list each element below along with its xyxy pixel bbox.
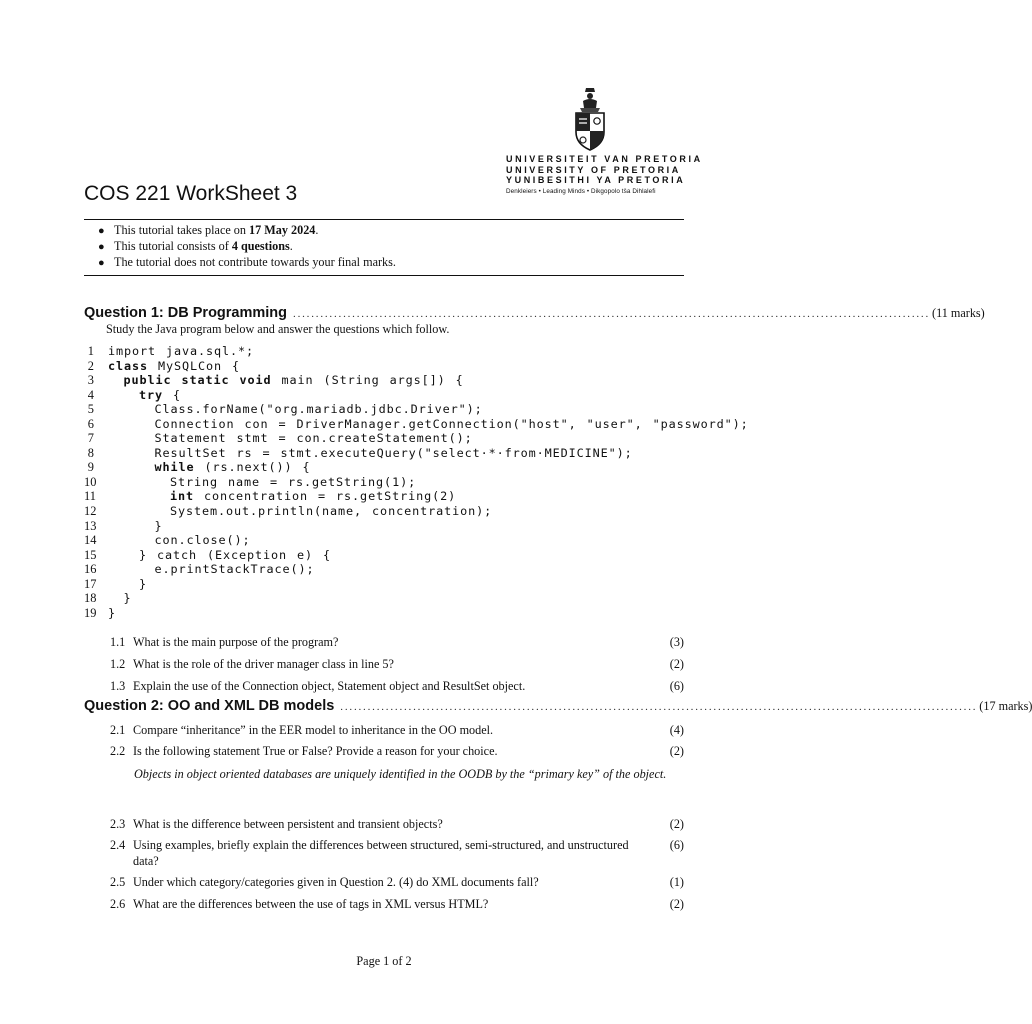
code-line-number: 17	[84, 576, 97, 591]
code-text: (rs.next()) {	[194, 460, 311, 475]
code-text: }	[123, 591, 132, 606]
code-line	[84, 533, 724, 548]
code-keyword: try	[139, 387, 164, 402]
code-line-text	[94, 388, 181, 403]
subquestion-number: 2.6	[110, 897, 126, 911]
code-keyword: while	[154, 460, 195, 475]
info-date-value: 17 May 2024	[249, 223, 316, 237]
code-line	[84, 577, 724, 592]
code-text: } catch (Exception e) {	[139, 547, 332, 562]
code-line	[84, 431, 724, 446]
code-line-text	[94, 359, 240, 374]
subquestion-marks: (4)	[669, 723, 684, 737]
code-line	[84, 416, 749, 432]
code-line-number: 8	[87, 445, 94, 460]
code-line-number: 4	[87, 387, 94, 402]
code-line-number: 16	[84, 562, 97, 577]
subquestion-text: Explain the use of the Connection object, Statement object and ResultSet object.	[133, 679, 526, 693]
subquestion-text: Under which category/categories given in Question 2. (4) do XML documents fall?	[133, 875, 539, 889]
code-line	[84, 489, 724, 504]
subquestion-number: 1.2	[110, 657, 126, 671]
subquestion-text: Using examples, briefly explain the differences between structured, semi-structured, and unstructured data?	[133, 838, 629, 868]
info-questions-prefix: This tutorial consists of	[114, 239, 232, 253]
code-line-number: 3	[87, 373, 94, 388]
code-line	[84, 475, 724, 490]
code-line-text	[94, 533, 251, 548]
code-line-number: 9	[87, 460, 94, 475]
code-text: import java.sql.*;	[108, 344, 255, 358]
code-line-text	[94, 548, 331, 563]
true-false-statement: Objects in object oriented databases are uniquely identified in the OODB by the “primary key” of the object.	[134, 767, 667, 781]
info-bullet-date	[98, 222, 684, 238]
info-marks-text: The tutorial does not contribute towards your final marks.	[114, 255, 396, 269]
code-text: MySQLCon {	[148, 358, 241, 373]
code-line-number: 19	[84, 605, 97, 620]
code-line-text	[94, 504, 492, 519]
code-text: System.out.println(name, concentration);	[170, 504, 493, 519]
bottom-divider	[84, 275, 684, 276]
subquestion-text: What are the differences between the use of tags in XML versus HTML?	[133, 897, 489, 911]
code-line-number: 1	[87, 344, 94, 358]
code-keyword: public static void	[123, 373, 272, 388]
subquestion-marks: (1)	[669, 875, 684, 889]
code-line-number: 12	[84, 504, 97, 519]
subquestion-text: What is the role of the driver manager class in line 5?	[133, 657, 394, 671]
subquestion-marks: (2)	[669, 897, 684, 911]
bullet-dot-icon: ●	[98, 241, 105, 253]
code-text: Class.forName("org.mariadb.jdbc.Driver");	[154, 402, 483, 417]
code-line-number: 10	[84, 474, 97, 489]
info-bullet-questions	[98, 238, 684, 254]
code-line	[84, 446, 724, 461]
subquestion-number: 2.5	[110, 875, 126, 889]
code-line	[84, 388, 724, 403]
code-line-text	[94, 489, 456, 504]
code-text: main (String args[]) {	[271, 373, 464, 388]
code-keyword: class	[108, 358, 149, 373]
question-1-marks: (11 marks)	[932, 306, 985, 320]
info-questions-value: 4 questions	[231, 239, 290, 253]
code-line-number: 13	[84, 518, 97, 533]
code-text: {	[163, 387, 182, 402]
code-line-text	[94, 475, 416, 490]
subquestion-number: 1.3	[110, 679, 126, 693]
question-1-title: Question 1: DB Programming	[84, 305, 288, 321]
subquestion-2-6	[110, 897, 684, 913]
code-line-text	[94, 519, 163, 534]
question-2-header	[84, 698, 1032, 716]
code-text: e.printStackTrace();	[154, 562, 315, 577]
code-line-text	[94, 402, 483, 417]
subquestion-number: 2.1	[110, 723, 126, 737]
code-text: }	[108, 605, 117, 620]
code-line-text	[94, 446, 633, 461]
code-line-number: 2	[87, 358, 94, 373]
dot-leader: ............................................................................................................................................	[340, 701, 978, 713]
page-title: COS 221 WorkSheet 3	[84, 182, 298, 205]
subquestion-marks: (2)	[669, 744, 684, 758]
code-line-text	[94, 577, 147, 592]
code-line	[84, 504, 724, 519]
info-date-prefix: This tutorial takes place on	[114, 223, 250, 237]
subquestion-number: 2.2	[110, 744, 126, 758]
code-line	[84, 606, 724, 621]
subquestion-1-2	[110, 657, 684, 673]
code-line	[84, 548, 724, 563]
university-crest-icon	[568, 86, 612, 152]
code-text: }	[139, 576, 148, 591]
question-2-marks: (17 marks)	[979, 699, 1032, 713]
code-line-text	[94, 417, 749, 432]
code-line-text	[94, 344, 254, 359]
subquestion-marks: (6)	[669, 679, 684, 693]
dot-leader: ............................................................................................................................................	[293, 308, 931, 320]
code-line-number: 11	[84, 489, 96, 504]
code-line-text	[94, 373, 464, 388]
subquestion-text: What is the main purpose of the program?	[133, 635, 339, 649]
code-line	[84, 344, 724, 359]
question-2-title: Question 2: OO and XML DB models	[84, 698, 335, 714]
bullet-dot-icon: ●	[98, 225, 105, 237]
top-divider	[84, 219, 684, 220]
code-text: }	[154, 518, 163, 533]
subquestion-marks: (2)	[669, 657, 684, 671]
university-name-sepedi: YUNIBESITHI YA PRETORIA	[506, 175, 686, 186]
university-name-block	[506, 154, 703, 195]
subquestion-text: What is the difference between persistent and transient objects?	[133, 817, 443, 831]
tutorial-info-list	[98, 222, 684, 270]
code-text: Connection con = DriverManager.getConnection("host", "user", "password");	[154, 416, 749, 431]
info-bullet-marks	[98, 254, 684, 270]
code-line-text	[94, 562, 315, 577]
code-line	[84, 562, 724, 577]
code-listing	[84, 344, 749, 620]
page-number: Page 1 of 2	[356, 954, 412, 968]
code-line-number: 7	[87, 431, 94, 446]
question-1-header	[84, 305, 985, 323]
code-line-number: 15	[84, 547, 97, 562]
subquestion-1-1	[110, 635, 684, 651]
university-name-afrikaans: UNIVERSITEIT VAN PRETORIA	[506, 154, 703, 164]
code-line-number: 5	[87, 402, 94, 417]
subquestion-text: Is the following statement True or False? Provide a reason for your choice.	[133, 744, 498, 758]
code-line-number: 14	[84, 533, 97, 548]
subquestion-2-4	[110, 838, 684, 869]
bullet-dot-icon: ●	[98, 257, 105, 269]
subquestion-marks: (2)	[669, 817, 684, 831]
info-questions-suffix: .	[289, 239, 293, 253]
subquestion-number: 2.3	[110, 817, 126, 831]
code-line	[84, 460, 724, 475]
info-date-suffix: .	[315, 223, 319, 237]
code-line-text	[94, 591, 132, 606]
code-text: Statement stmt = con.createStatement();	[154, 431, 473, 446]
subquestion-text: Compare “inheritance” in the EER model to inheritance in the OO model.	[133, 723, 494, 737]
subquestion-marks: (3)	[669, 635, 684, 649]
code-text: con.close();	[154, 533, 251, 548]
university-motto: Denkleiers • Leading Minds • Dikgopolo tša Dihlalefi	[506, 187, 656, 195]
code-line-number: 6	[87, 416, 94, 431]
subquestion-2-1	[110, 723, 684, 739]
code-line-text	[94, 606, 116, 621]
code-keyword: int	[170, 489, 195, 504]
code-line	[84, 402, 724, 417]
code-line	[84, 359, 724, 374]
code-line	[84, 519, 724, 534]
subquestion-number: 1.1	[110, 635, 126, 649]
subquestion-number: 2.4	[110, 838, 126, 852]
code-line-text	[94, 431, 473, 446]
subquestion-marks: (6)	[669, 838, 684, 852]
subquestion-2-2	[110, 744, 684, 760]
subquestion-1-3	[110, 679, 684, 695]
code-text: ResultSet rs = stmt.executeQuery("select·*·from·MEDICINE");	[154, 445, 633, 460]
question-1-intro: Study the Java program below and answer the questions which follow.	[106, 322, 450, 336]
code-text: String name = rs.getString(1);	[170, 474, 417, 489]
subquestion-2-5	[110, 875, 684, 891]
subquestion-2-3	[110, 817, 684, 833]
code-line	[84, 591, 724, 606]
code-line-number: 18	[84, 591, 97, 606]
code-line	[84, 373, 724, 388]
university-name-english: UNIVERSITY OF PRETORIA	[506, 164, 681, 175]
code-line-text	[94, 460, 311, 475]
code-text: concentration = rs.getString(2)	[194, 489, 457, 504]
